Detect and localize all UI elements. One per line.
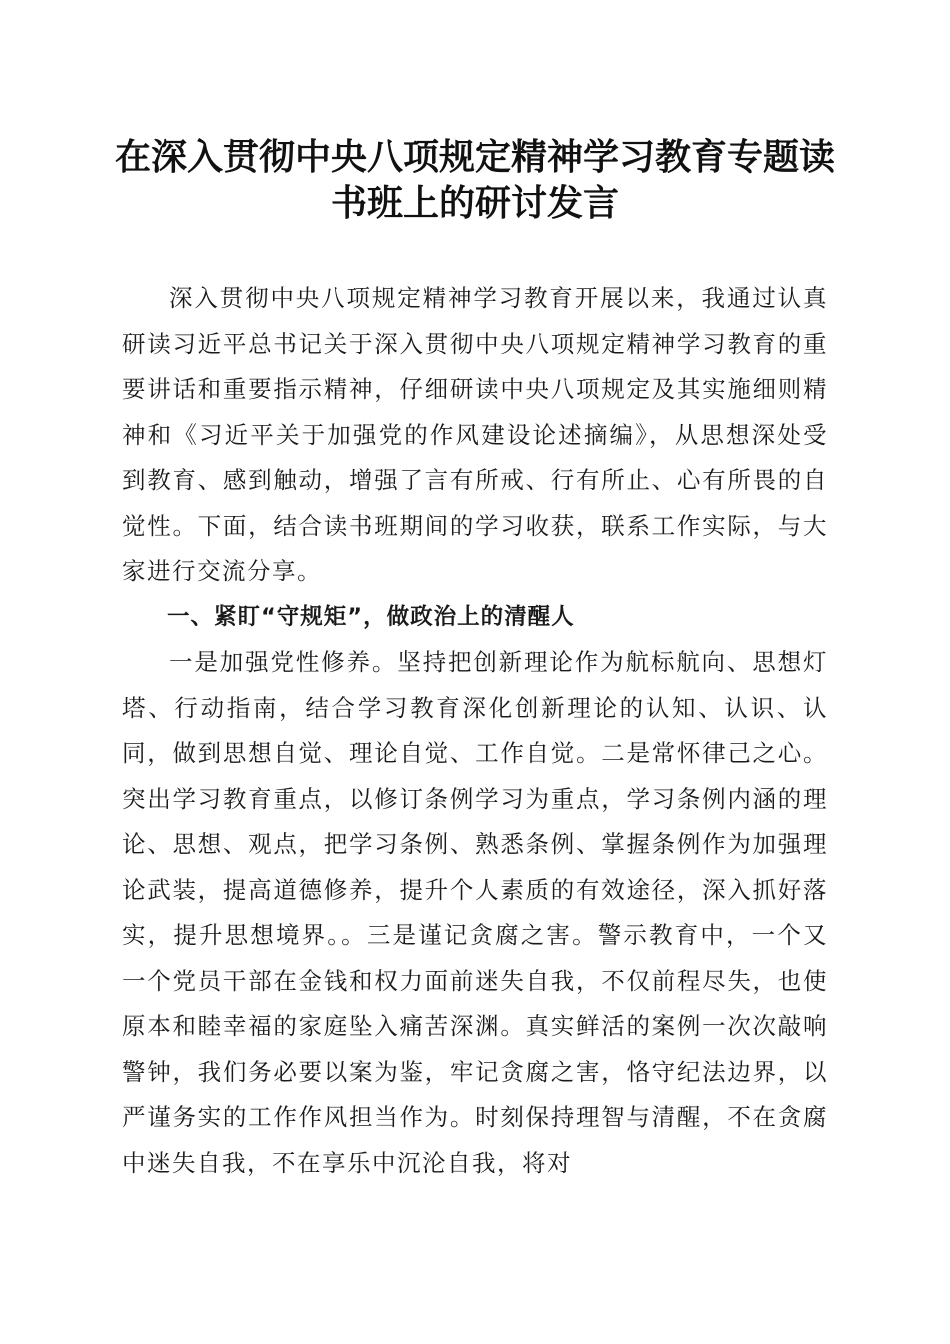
document-title: [110, 134, 840, 226]
intro-paragraph: 深入贯彻中央八项规定精神学习教育开展以来，我通过认真研读习近平总书记关于深入贯彻中央八项规定精神学习教育的重要讲话和重要指示精神，仔细研读中央八项规定及其实施细则精神和《习近平关于加强党的作风建设论述摘编》，从思想深处受到教育、感到触动，增强了言有所戒、行有所止、心有所畏的自觉性。下面，结合读书班期间的学习收获，联系工作实际，与大家进行交流分享。: [122, 284, 828, 585]
title-line-2: 书班上的研讨发言: [330, 182, 619, 224]
section-heading-1: 一、紧盯“守规矩”，做政治上的清醒人: [167, 603, 575, 630]
document-body: [122, 276, 828, 1186]
section-1-paragraph: 一是加强党性修养。坚持把创新理论作为航标航向、思想灯塔、行动指南，结合学习教育深化创新理论的认知、认识、认同，做到思想自觉、理论自觉、工作自觉。二是常怀律己之心。突出学习教育重点，以修订条例学习为重点，学习条例内涵的理论、思想、观点，把学习条例、熟悉条例、掌握条例作为加强理论武装，提高道德修养，提升个人素质的有效途径，深入抓好落实，提升思想境界。。三是谨记贪腐之害。警示教育中，一个又一个党员干部在金钱和权力面前迷失自我，不仅前程尽失，也使原本和睦幸福的家庭坠入痛苦深渊。真实鲜活的案例一次次敲响警钟，我们务必要以案为鉴，牢记贪腐之害，恪守纪法边界，以严谨务实的工作作风担当作为。时刻保持理智与清醒，不在贪腐中迷失自我，不在享乐中沉沦自我，将对: [122, 648, 828, 1177]
title-line-1: 在深入贯彻中央八项规定精神学习教育专题读: [114, 136, 835, 178]
